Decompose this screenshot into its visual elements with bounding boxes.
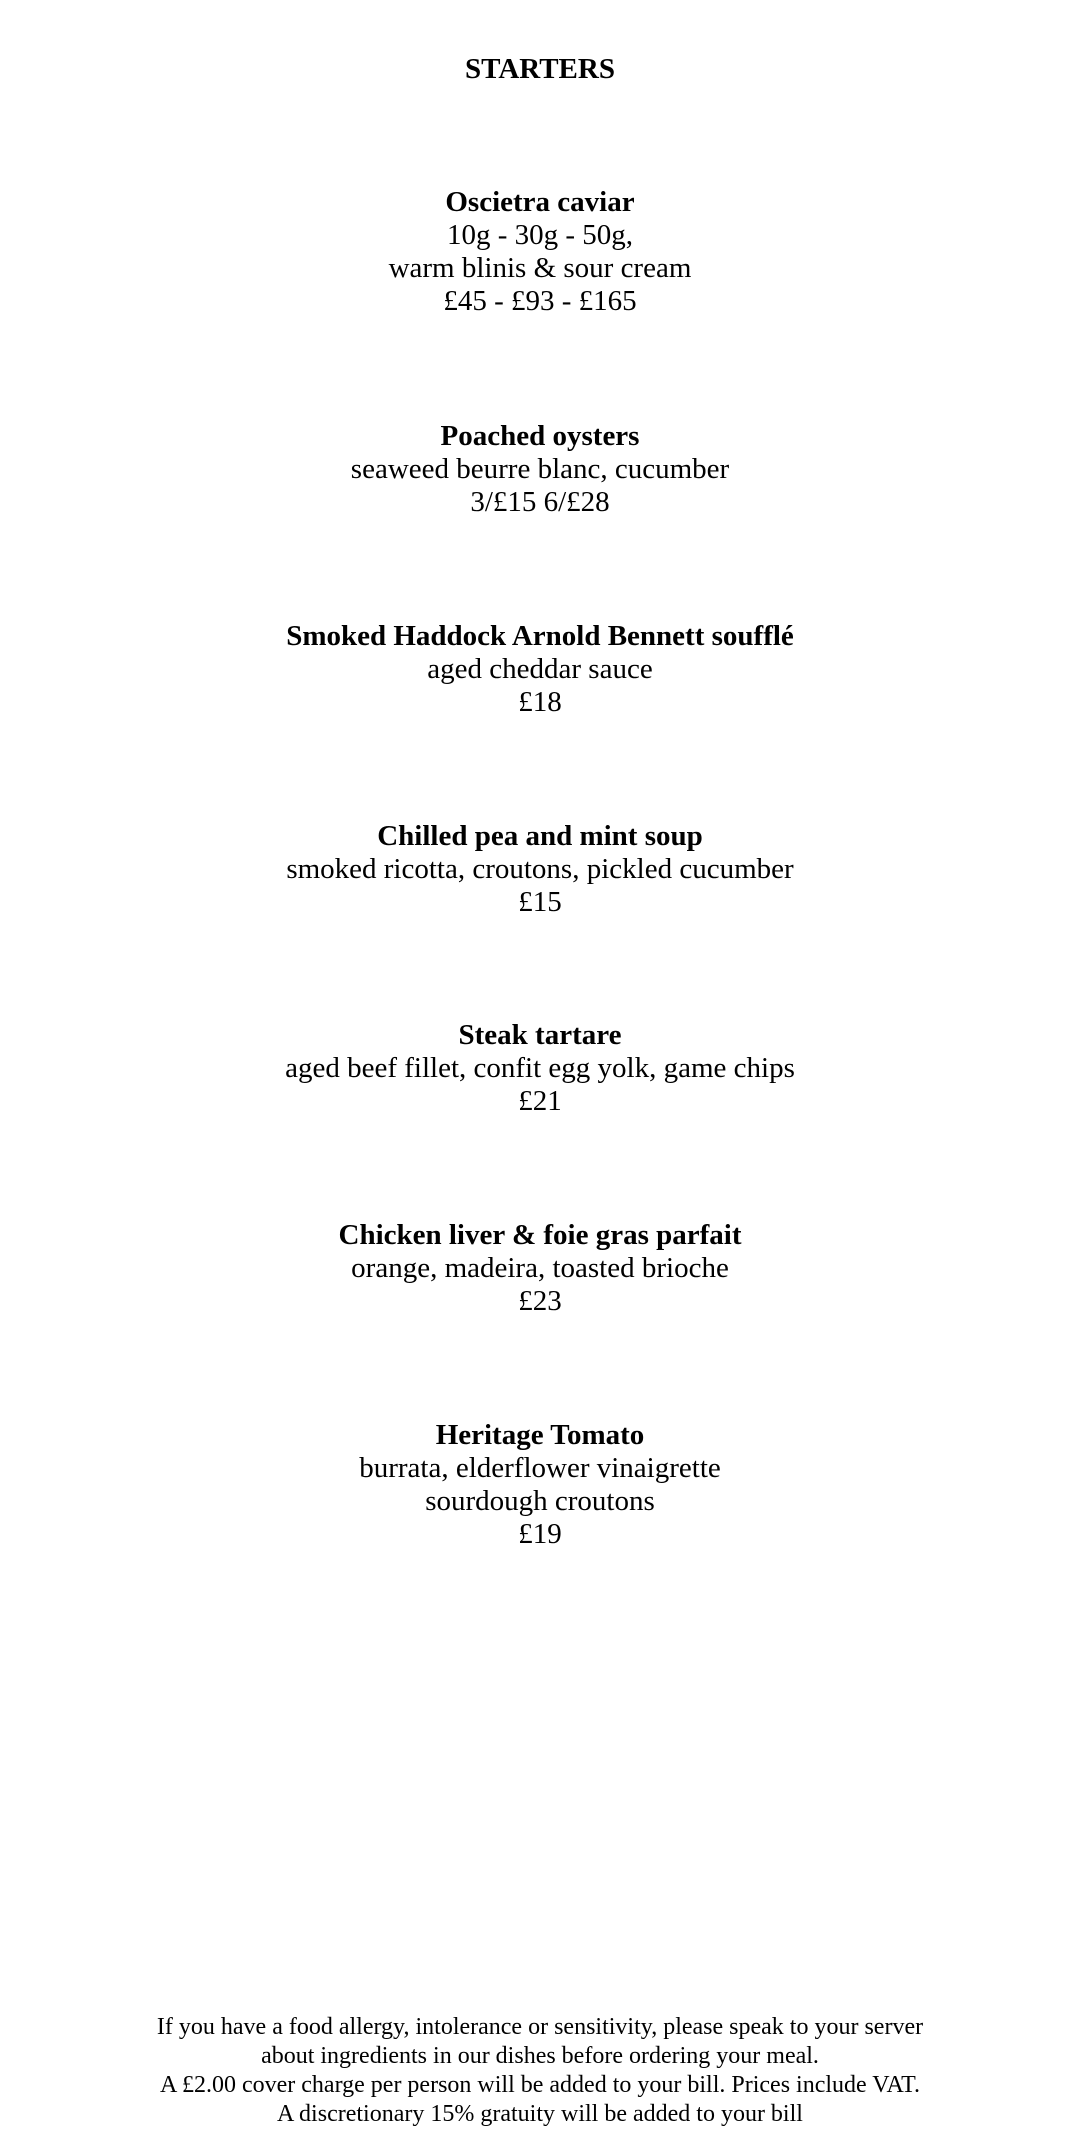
menu-item-poached-oysters bbox=[0, 420, 1080, 519]
dish-name: Oscietra caviar bbox=[445, 186, 635, 218]
dish-description: burrata, elderflower vinaigrette bbox=[359, 1452, 721, 1484]
menu-item-pea-mint-soup bbox=[0, 820, 1080, 919]
dish-price: £19 bbox=[518, 1518, 562, 1550]
dish-price: £45 - £93 - £165 bbox=[443, 285, 637, 317]
menu-item-chicken-liver-parfait bbox=[0, 1219, 1080, 1318]
menu-item-haddock-souffle bbox=[0, 620, 1080, 719]
footer-line: A discretionary 15% gratuity will be added to your bill bbox=[277, 2101, 803, 2127]
dish-description-2: sourdough croutons bbox=[425, 1485, 655, 1517]
dish-name: Poached oysters bbox=[440, 420, 640, 452]
dish-description: aged cheddar sauce bbox=[427, 653, 653, 685]
dish-name: Chilled pea and mint soup bbox=[377, 820, 703, 852]
dish-description: smoked ricotta, croutons, pickled cucumber bbox=[286, 853, 794, 885]
menu-item-oscietra-caviar bbox=[0, 186, 1080, 318]
dish-name: Chicken liver & foie gras parfait bbox=[338, 1219, 742, 1251]
dish-price: 3/£15 6/£28 bbox=[470, 486, 610, 518]
dish-name: Heritage Tomato bbox=[435, 1419, 645, 1451]
dish-name: Steak tartare bbox=[458, 1019, 622, 1051]
dish-price: £15 bbox=[518, 886, 562, 918]
dish-description: orange, madeira, toasted brioche bbox=[351, 1252, 729, 1284]
dish-description: warm blinis & sour cream bbox=[388, 252, 692, 284]
footer-line: If you have a food allergy, intolerance or sensitivity, please speak to your server bbox=[156, 2014, 924, 2040]
dish-portions: 10g - 30g - 50g, bbox=[446, 219, 634, 251]
dish-description: seaweed beurre blanc, cucumber bbox=[350, 453, 730, 485]
footer-line: about ingredients in our dishes before ordering your meal. bbox=[261, 2043, 819, 2069]
menu-item-heritage-tomato bbox=[0, 1419, 1080, 1551]
footer-line: A £2.00 cover charge per person will be added to your bill. Prices include VAT. bbox=[159, 2072, 921, 2098]
dish-name: Smoked Haddock Arnold Bennett soufflé bbox=[286, 620, 794, 652]
dish-price: £23 bbox=[518, 1285, 562, 1317]
dish-price: £18 bbox=[518, 686, 562, 718]
allergy-notice bbox=[0, 2013, 1080, 2129]
menu-item-steak-tartare bbox=[0, 1019, 1080, 1118]
dish-description: aged beef fillet, confit egg yolk, game chips bbox=[285, 1052, 795, 1084]
page-title: STARTERS bbox=[465, 53, 615, 85]
dish-price: £21 bbox=[518, 1085, 562, 1117]
